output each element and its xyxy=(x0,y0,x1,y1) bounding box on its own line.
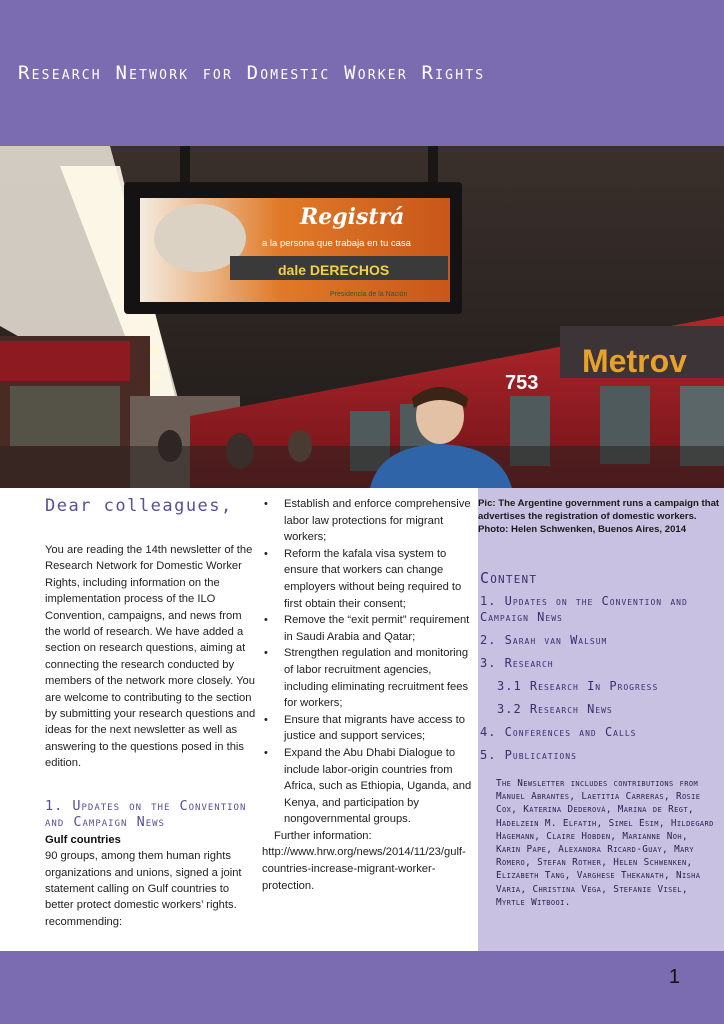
list-item: • Strengthen regulation and monitoring of labor recruitment agencies, including eliminating recruitment fees for workers; xyxy=(262,645,476,711)
toc-item[interactable]: 5. Publications xyxy=(480,748,577,762)
intro-column xyxy=(45,496,257,930)
page-number: 1 xyxy=(668,966,680,988)
table-of-contents xyxy=(480,593,720,770)
subway-photo xyxy=(0,146,724,488)
toc-item[interactable]: 1. Updates on the Convention and Campaign News xyxy=(480,594,688,624)
train-brand-text: Metrov xyxy=(582,343,687,379)
photo-caption: Pic: The Argentine government runs a campaign that advertises the registration of domestic workers. Photo: Helen Schwenken, Buenos Aires, 2014 xyxy=(478,498,720,535)
list-item: • Establish and enforce comprehensive labor law protections for migrant workers; xyxy=(262,496,476,546)
greeting-heading: Dear colleagues, xyxy=(45,496,233,516)
list-item: • Ensure that migrants have access to justice and support services; xyxy=(262,712,476,745)
train-number-text: 753 xyxy=(505,372,539,394)
sign-rights-text: dale DERECHOS xyxy=(278,262,390,278)
recommendations-column xyxy=(262,496,476,894)
sign-subline-text: a la persona que trabaja en tu casa xyxy=(262,238,411,249)
contents-heading: Content xyxy=(480,569,538,587)
toc-item[interactable]: 2. Sarah van Walsum xyxy=(480,633,608,647)
list-item: • Expand the Abu Dhabi Dialogue to include labor-origin countries from Africa, such as Ethiopia, Uganda, and Kenya, and participation by nongovernmental groups. xyxy=(262,745,476,828)
toc-item[interactable]: 3. Research xyxy=(480,656,554,670)
gulf-countries-subheading: Gulf countries xyxy=(45,833,121,846)
newsletter-title: Research Network for Domestic Worker Rights xyxy=(18,62,486,84)
list-item: • Reform the kafala visa system to ensure that workers can change employers without being required to first obtain their consent; xyxy=(262,546,476,612)
sign-footer-text: Presidencia de la Nación xyxy=(330,291,408,298)
sign-headline-text: Registrá xyxy=(300,204,405,230)
toc-item[interactable]: 4. Conferences and Calls xyxy=(480,725,637,739)
list-item: • Remove the “exit permit” requirement in Saudi Arabia and Qatar; xyxy=(262,612,476,645)
toc-item[interactable]: 3.2 Research News xyxy=(497,702,613,716)
intro-paragraph: You are reading the 14th newsletter of the Research Network for Domestic Worker Rights, including information on the implementation process of the ILO Convention, campaigns, and news from the world of research. We have added a section on research questions, aiming at connecting the research conducted by members of the network more closely. You are welcome to contributing to the section by submitting your research questions and ideas for the next newsletter as well as answering to the questions posed in this edition. xyxy=(45,544,256,770)
gulf-paragraph: 90 groups, among them human rights organizations and unions, signed a joint statement calling on Gulf countries to better protect domestic workers’ rights. recommending: xyxy=(45,850,242,928)
section-1-heading: 1. Updates on the Convention and Campaign News xyxy=(45,797,247,830)
further-information-link[interactable]: Further information: http://www.hrw.org/news/2014/11/23/gulf-countries-increase-migrant-worker-protection. xyxy=(262,829,466,892)
contributors-note: The Newsletter includes contributions from Manuel Abrantes, Laetitia Carreras, Rosie Cox, Katerina Dederová, Marina de Regt, Hadelzein M. Elfatih, Simel Esim, Hildegard Hagemann, Claire Hobden, Marianne Noh, Karin Pape, Alexandra Ricard-Guay, Mary Romero, Stefan Rother, Helen Schwenken, Elizabeth Tang, Varghese Thekanath, Nisha Varia, Christina Vega, Stefanie Visel, Myrtle Witbooi. xyxy=(496,778,714,908)
recommendations-list xyxy=(262,496,476,828)
toc-item[interactable]: 3.1 Research In Progress xyxy=(497,679,659,693)
footer-band xyxy=(0,951,724,1024)
